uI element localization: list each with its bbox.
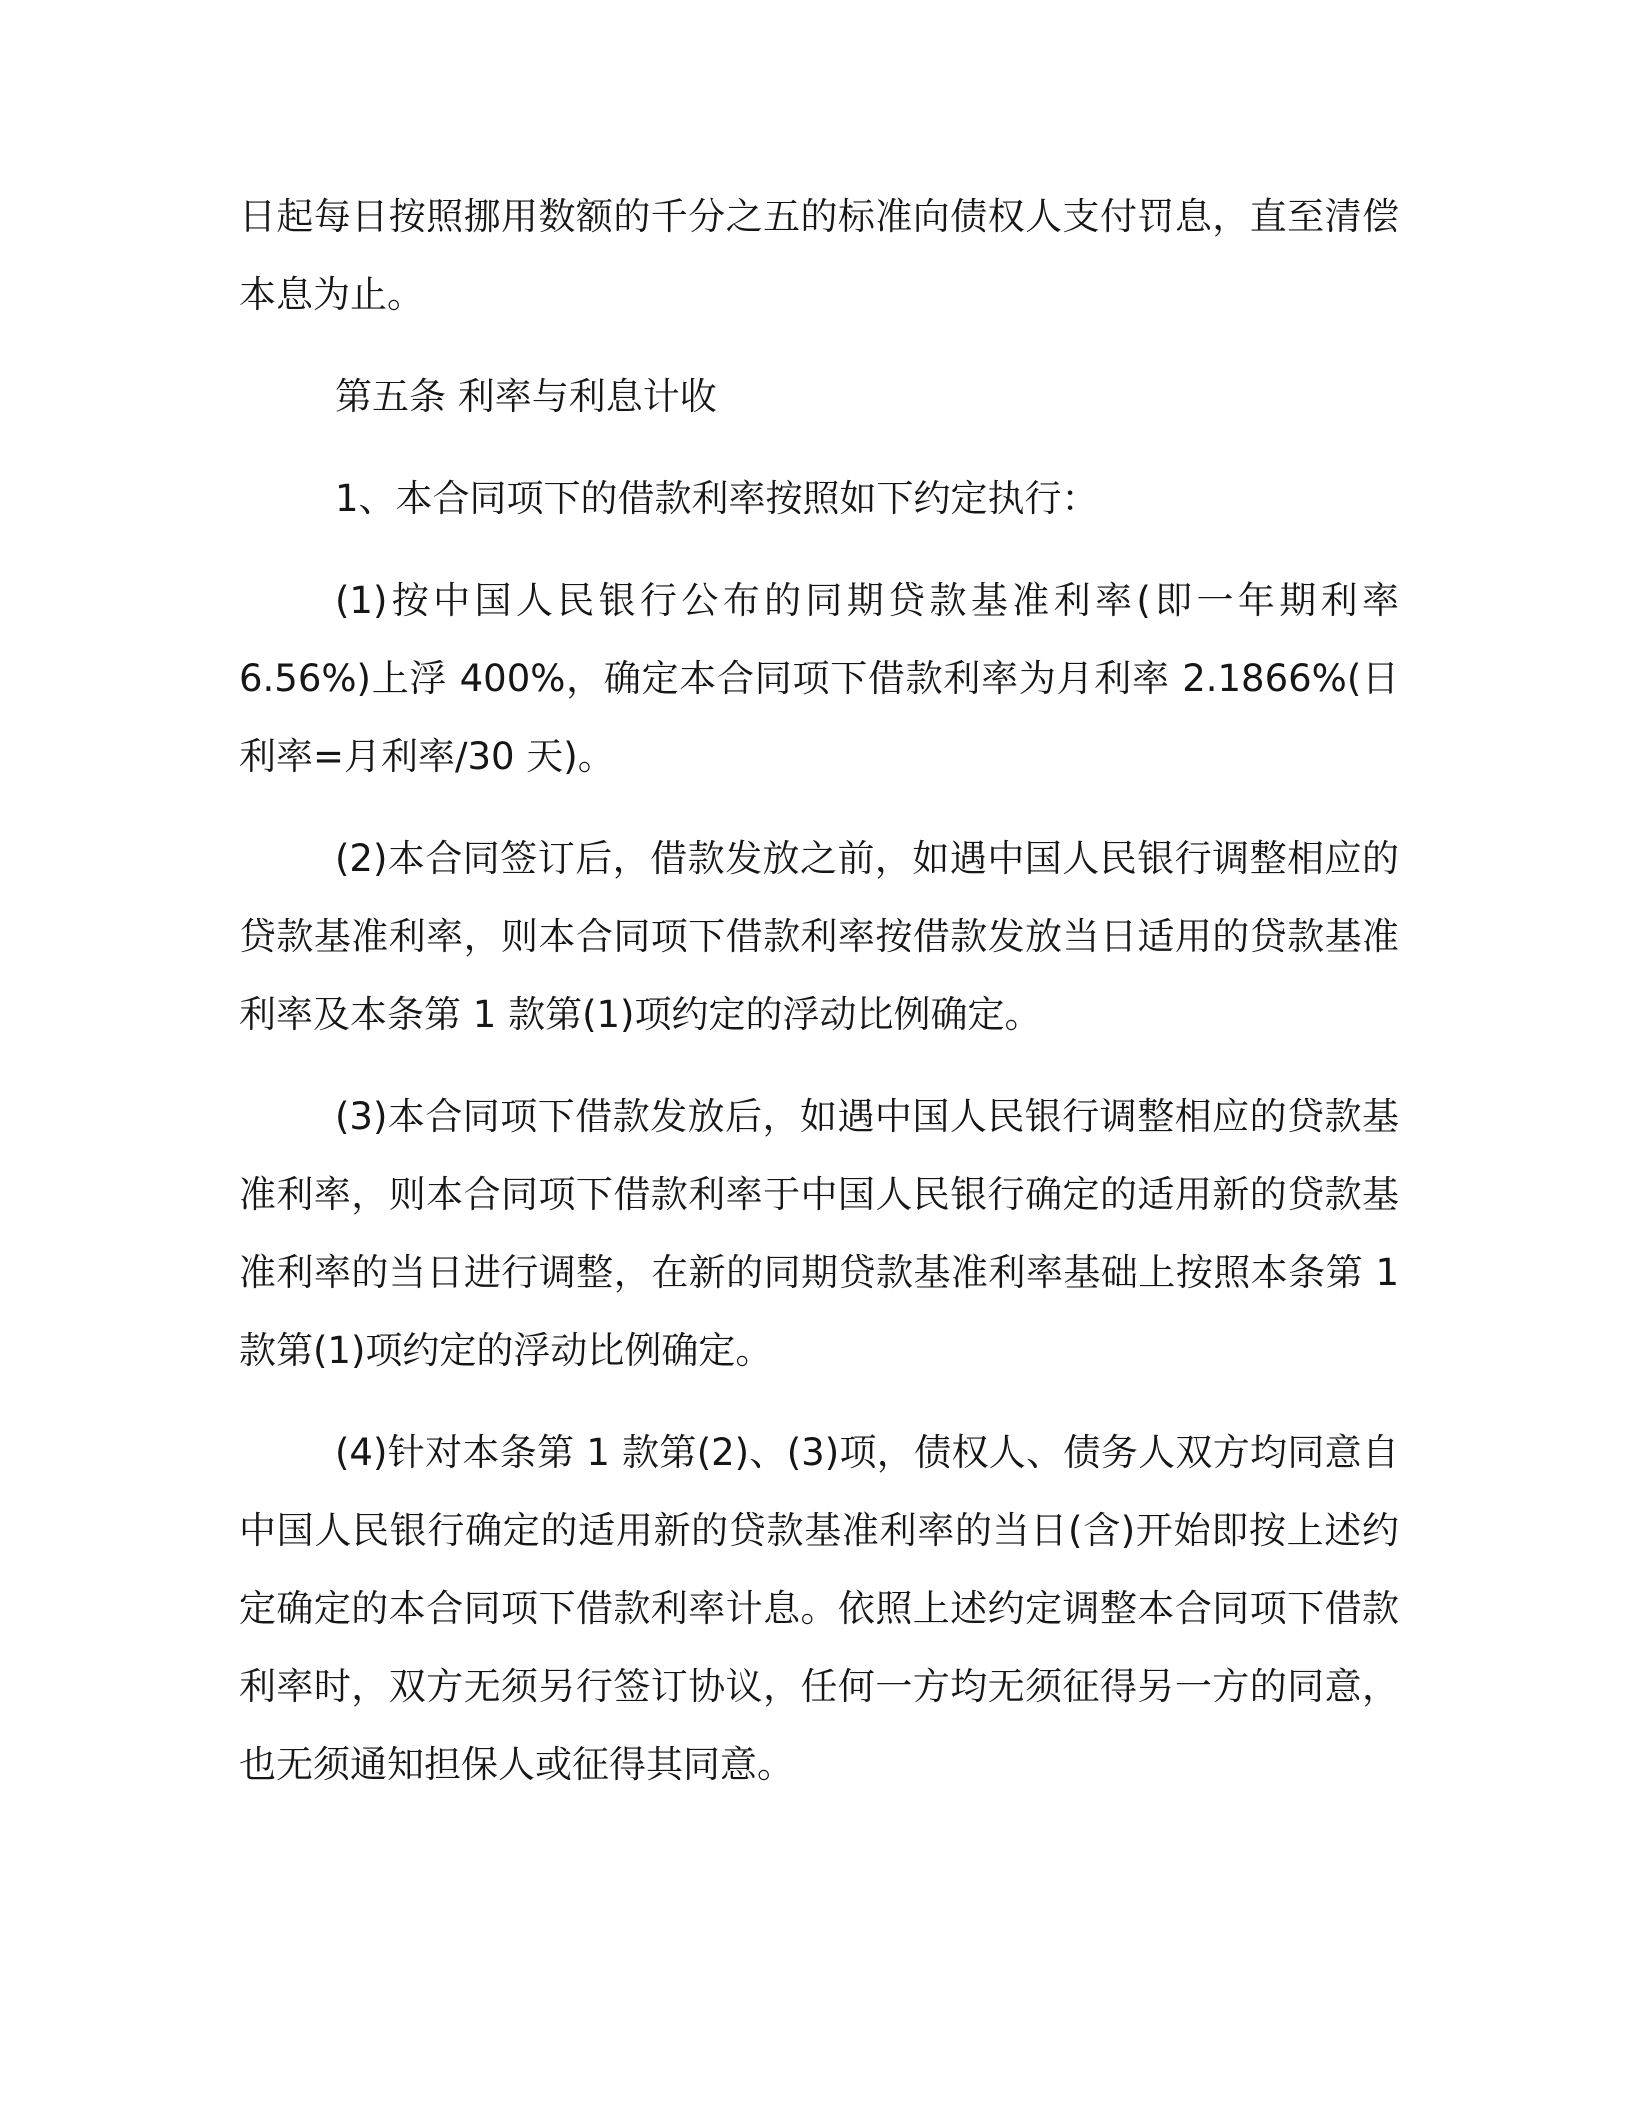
clause-1: 1、本合同项下的借款利率按照如下约定执行： xyxy=(335,477,1099,520)
article-heading: 第五条 利率与利息计收 xyxy=(335,375,717,418)
clause-1-item-3: (3)本合同项下借款发放后，如遇中国人民银行调整相应的贷款基准利率，则本合同项下借款利率于中国人民银行确定的适用新的贷款基准利率的当日进行调整，在新的同期贷款基准利率基础上按照本条第 1 款第(1)项约定的浮动比例确定。 xyxy=(239,1095,1399,1372)
clause-1-item-4: (4)针对本条第 1 款第(2)、(3)项，债权人、债务人双方均同意自中国人民银行确定的适用新的贷款基准利率的当日(含)开始即按上述约定确定的本合同项下借款利率计息。依照上述约定调整本合同项下借款利率时，双方无须另行签订协议，任何一方均无须征得另一方的同意，也无须通知担保人或征得其同意。 xyxy=(239,1431,1399,1786)
document-body xyxy=(239,178,1399,1828)
clause-1-item-1: (1)按中国人民银行公布的同期贷款基准利率(即一年期利率6.56%)上浮 400%，确定本合同项下借款利率为月利率 2.1866%(日利率=月利率/30 天)。 xyxy=(239,579,1399,778)
clause-1-item-2: (2)本合同签订后，借款发放之前，如遇中国人民银行调整相应的贷款基准利率，则本合同项下借款利率按借款发放当日适用的贷款基准利率及本条第 1 款第(1)项约定的浮动比例确定。 xyxy=(239,837,1399,1036)
paragraph-continuation: 日起每日按照挪用数额的千分之五的标准向债权人支付罚息，直至清偿本息为止。 xyxy=(239,195,1399,316)
